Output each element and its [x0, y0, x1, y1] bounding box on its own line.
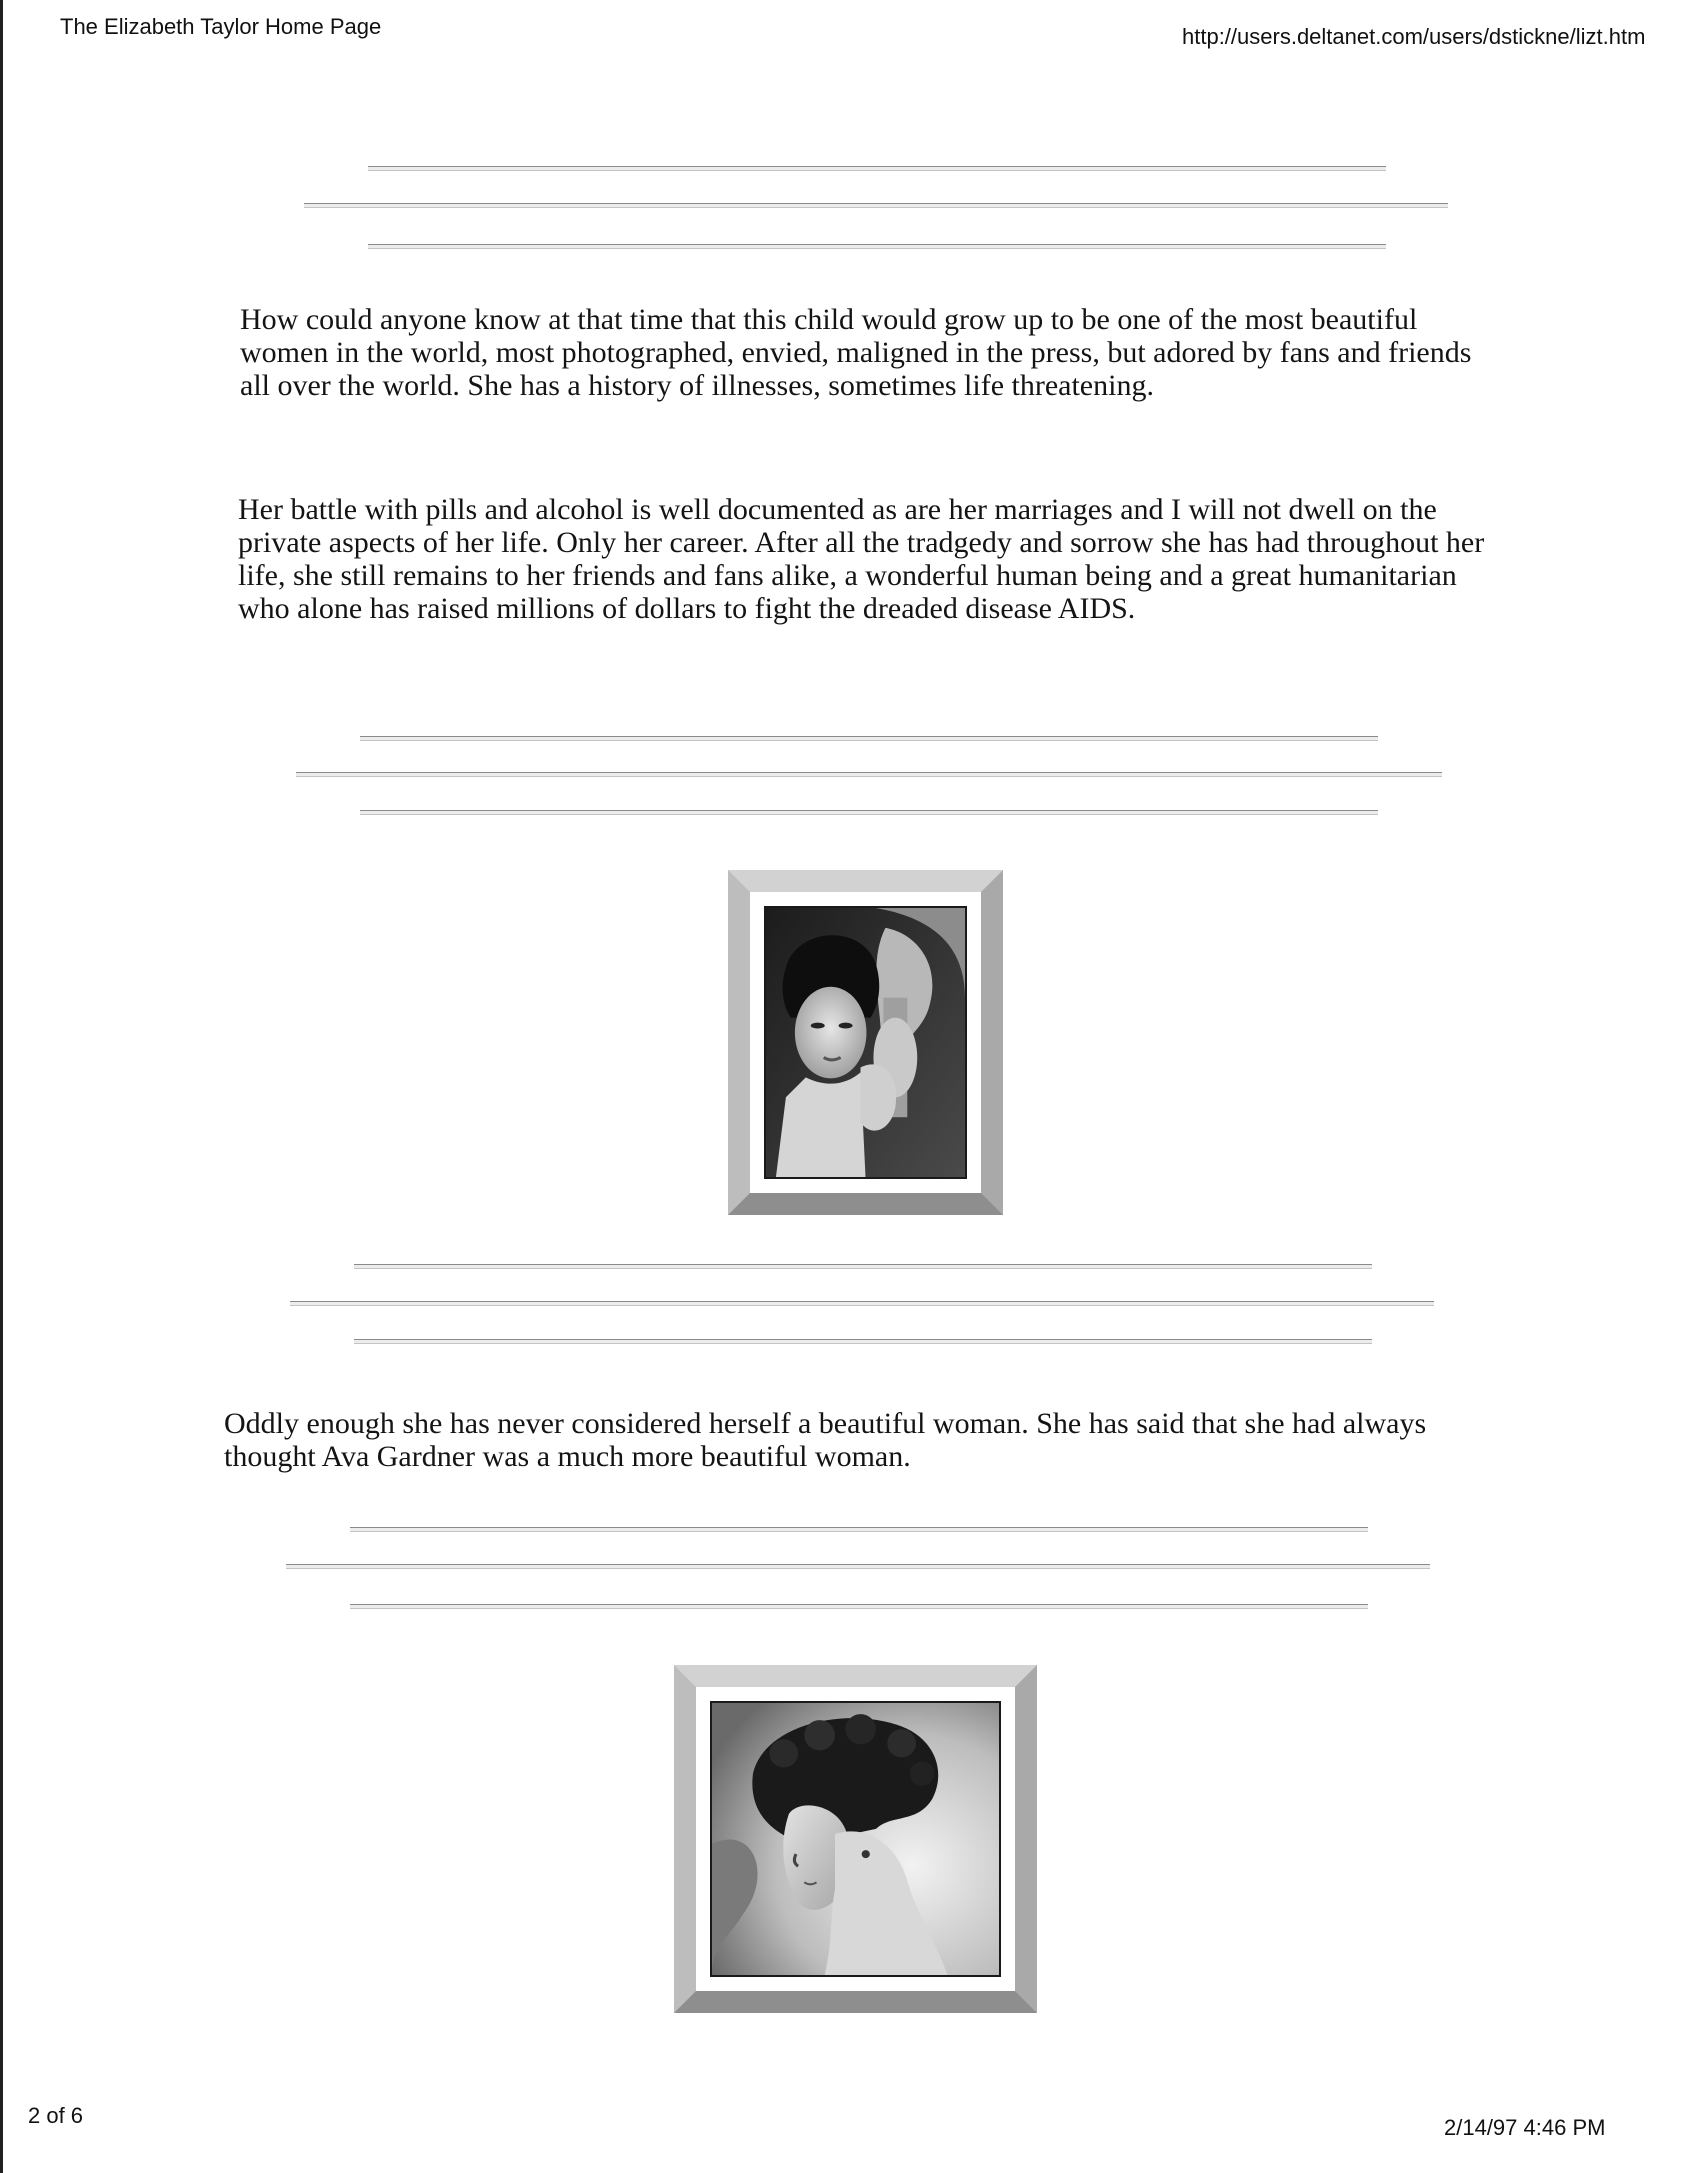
paragraph-1: How could anyone know at that time that this child would grow up to be one of the most beautiful women in the world, most photographed, envied, maligned in the press, but adored by fans and friends all over the world. She has a history of illnesses, sometimes life threatening.	[240, 303, 1472, 402]
divider-rule	[368, 244, 1386, 249]
portrait-illustration	[766, 908, 965, 1177]
divider-rule	[296, 772, 1442, 777]
page-title: The Elizabeth Taylor Home Page	[60, 14, 382, 39]
paragraph-3: Oddly enough she has never considered herself a beautiful woman. She has said that she had always thought Ava Gardner was a much more beautiful woman.	[224, 1407, 1427, 1473]
portrait-illustration	[712, 1703, 999, 1975]
page-number: 2 of 6	[28, 2103, 84, 2128]
framed-portrait-icon	[710, 1701, 1001, 1977]
divider-rule	[350, 1527, 1368, 1532]
page-edge	[0, 0, 3, 2173]
divider-rule	[290, 1301, 1434, 1306]
divider-rule	[368, 166, 1386, 171]
page-url[interactable]: http://users.deltanet.com/users/dstickne/lizt.htm	[1182, 24, 1646, 49]
framed-portrait-1	[728, 870, 1003, 1215]
divider-rule	[350, 1604, 1368, 1609]
divider-rule	[286, 1564, 1430, 1569]
divider-rule	[354, 1339, 1372, 1344]
paragraph-2: Her battle with pills and alcohol is well documented as are her marriages and I will not dwell on the private aspects of her life. Only her career. After all the tradgedy and sorrow she has had throughout her life, she still remains to her friends and fans alike, a wonderful human being and a great humanitarian who alone has raised millions of dollars to fight the dreaded disease AIDS.	[238, 493, 1485, 625]
print-timestamp: 2/14/97 4:46 PM	[1444, 2115, 1606, 2140]
divider-rule	[304, 203, 1448, 208]
framed-portrait-2	[674, 1665, 1037, 2013]
divider-rule	[360, 736, 1378, 741]
divider-rule	[360, 810, 1378, 815]
divider-rule	[354, 1264, 1372, 1269]
framed-portrait-icon	[764, 906, 967, 1179]
